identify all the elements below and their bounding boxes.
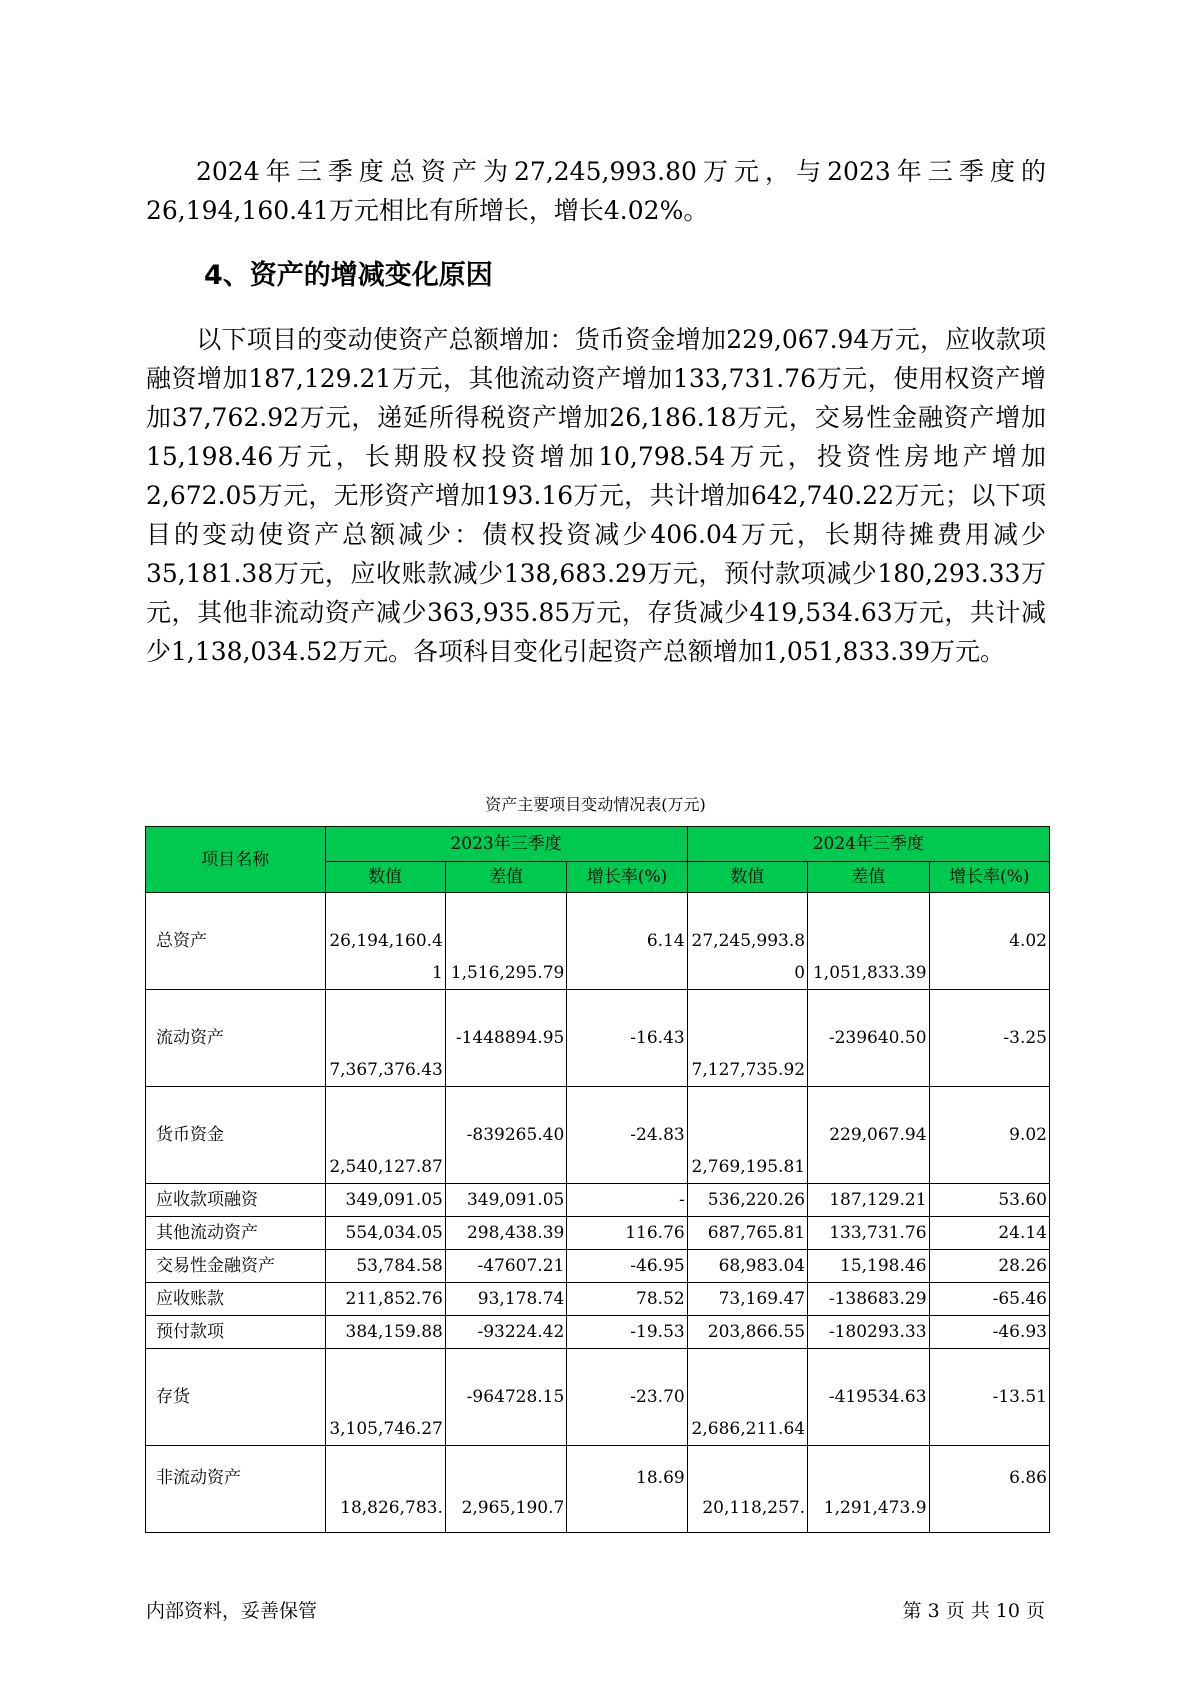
header-item-name: 项目名称 <box>146 827 326 893</box>
table-row <box>146 1316 1050 1349</box>
value-2024: 7,127,735.92 <box>687 990 807 1087</box>
table-row <box>146 1217 1050 1250</box>
value-2023: 349,091.05 <box>325 1184 445 1217</box>
value-2023: 26,194,160.41 <box>325 893 445 990</box>
value-2023: 2,540,127.87 <box>325 1087 445 1184</box>
value-2024: 536,220.26 <box>687 1184 807 1217</box>
header-value-2024: 数值 <box>687 862 807 893</box>
header-period-2024: 2024年三季度 <box>687 827 1049 862</box>
value-2024: 2,686,211.64 <box>687 1349 807 1446</box>
header-diff-2024: 差值 <box>808 862 929 893</box>
growth-2023: 116.76 <box>567 1217 687 1250</box>
growth-2024: -65.46 <box>929 1283 1049 1316</box>
value-2023: 554,034.05 <box>325 1217 445 1250</box>
header-growth-2023: 增长率(%) <box>567 862 687 893</box>
growth-2024: 28.26 <box>929 1250 1049 1283</box>
growth-2023: - <box>567 1184 687 1217</box>
header-diff-2023: 差值 <box>445 862 566 893</box>
value-2024: 2,769,195.81 <box>687 1087 807 1184</box>
diff-2024: 229,067.94 <box>808 1087 929 1184</box>
row-name: 预付款项 <box>146 1316 326 1349</box>
row-name: 货币资金 <box>146 1087 326 1184</box>
value-2024: 73,169.47 <box>687 1283 807 1316</box>
change-reasons-paragraph <box>146 320 1046 671</box>
diff-2023: -839265.40 <box>445 1087 566 1184</box>
diff-2023: 1,516,295.79 <box>445 893 566 990</box>
row-name: 非流动资产 <box>146 1446 326 1533</box>
row-name: 其他流动资产 <box>146 1217 326 1250</box>
value-2023: 3,105,746.27 <box>325 1349 445 1446</box>
table-row <box>146 1250 1050 1283</box>
header-period-2023: 2023年三季度 <box>325 827 687 862</box>
diff-2023: -47607.21 <box>445 1250 566 1283</box>
table-row <box>146 990 1050 1087</box>
growth-2023: -24.83 <box>567 1087 687 1184</box>
diff-2023: -93224.42 <box>445 1316 566 1349</box>
diff-2024: -138683.29 <box>808 1283 929 1316</box>
diff-2024: -180293.33 <box>808 1316 929 1349</box>
growth-2024: 6.86 <box>929 1446 1049 1533</box>
diff-2024: -419534.63 <box>808 1349 929 1446</box>
section-heading: 4、资产的增减变化原因 <box>204 260 493 291</box>
diff-2023: 349,091.05 <box>445 1184 566 1217</box>
diff-2024: -239640.50 <box>808 990 929 1087</box>
value-2024: 687,765.81 <box>687 1217 807 1250</box>
footer-confidential-note: 内部资料，妥善保管 <box>146 1600 318 1622</box>
diff-2023: 2,965,190.7 <box>445 1446 566 1533</box>
table-row <box>146 893 1050 990</box>
diff-2024: 133,731.76 <box>808 1217 929 1250</box>
row-name: 存货 <box>146 1349 326 1446</box>
diff-2023: 298,438.39 <box>445 1217 566 1250</box>
diff-2024: 187,129.21 <box>808 1184 929 1217</box>
table-row <box>146 1283 1050 1316</box>
header-growth-2024: 增长率(%) <box>929 862 1049 893</box>
growth-2024: 9.02 <box>929 1087 1049 1184</box>
diff-2024: 15,198.46 <box>808 1250 929 1283</box>
value-2023: 18,826,783. <box>325 1446 445 1533</box>
value-2023: 384,159.88 <box>325 1316 445 1349</box>
value-2023: 53,784.58 <box>325 1250 445 1283</box>
growth-2023: -19.53 <box>567 1316 687 1349</box>
value-2024: 203,866.55 <box>687 1316 807 1349</box>
growth-2024: 4.02 <box>929 893 1049 990</box>
growth-2023: 18.69 <box>567 1446 687 1533</box>
diff-2024: 1,291,473.9 <box>808 1446 929 1533</box>
growth-2023: -16.43 <box>567 990 687 1087</box>
value-2024: 27,245,993.80 <box>687 893 807 990</box>
change-reasons-text: 以下项目的变动使资产总额增加：货币资金增加229,067.94万元，应收款项融资增加187,129.21万元，其他流动资产增加133,731.76万元，使用权资产增加37,762.92万元，递延所得税资产增加26,186.18万元，交易性金融资产增加15,198.46万元，长期股权投资增加10,798.54万元，投资性房地产增加2,672.05万元，无形资产增加193.16万元，共计增加642,740.22万元；以下项目的变动使资产总额减少：债权投资减少406.04万元，长期待摊费用减少35,181.38万元，应收账款减少138,683.29万元，预付款项减少180,293.33万元，其他非流动资产减少363,935.85万元，存货减少419,534.63万元，共计减少1,138,034.52万元。各项科目变化引起资产总额增加1,051,833.39万元。 <box>146 325 1046 666</box>
diff-2023: 93,178.74 <box>445 1283 566 1316</box>
summary-text: 2024年三季度总资产为27,245,993.80万元，与2023年三季度的26,194,160.41万元相比有所增长，增长4.02%。 <box>146 157 1046 225</box>
table-caption: 资产主要项目变动情况表(万元) <box>485 795 706 814</box>
table-row <box>146 1349 1050 1446</box>
table-row <box>146 1446 1050 1533</box>
diff-2023: -1448894.95 <box>445 990 566 1087</box>
row-name: 应收款项融资 <box>146 1184 326 1217</box>
growth-2024: -3.25 <box>929 990 1049 1087</box>
value-2024: 20,118,257. <box>687 1446 807 1533</box>
growth-2024: 24.14 <box>929 1217 1049 1250</box>
value-2024: 68,983.04 <box>687 1250 807 1283</box>
growth-2023: -23.70 <box>567 1349 687 1446</box>
table-row <box>146 1184 1050 1217</box>
growth-2023: 6.14 <box>567 893 687 990</box>
growth-2024: 53.60 <box>929 1184 1049 1217</box>
value-2023: 7,367,376.43 <box>325 990 445 1087</box>
diff-2023: -964728.15 <box>445 1349 566 1446</box>
assets-change-table <box>145 826 1050 1533</box>
summary-paragraph <box>146 152 1046 230</box>
row-name: 应收账款 <box>146 1283 326 1316</box>
table-row <box>146 1087 1050 1184</box>
row-name: 总资产 <box>146 893 326 990</box>
value-2023: 211,852.76 <box>325 1283 445 1316</box>
header-value-2023: 数值 <box>325 862 445 893</box>
row-name: 流动资产 <box>146 990 326 1087</box>
footer-page-number: 第 3 页 共 10 页 <box>902 1600 1045 1622</box>
row-name: 交易性金融资产 <box>146 1250 326 1283</box>
growth-2024: -13.51 <box>929 1349 1049 1446</box>
growth-2024: -46.93 <box>929 1316 1049 1349</box>
growth-2023: -46.95 <box>567 1250 687 1283</box>
growth-2023: 78.52 <box>567 1283 687 1316</box>
diff-2024: 1,051,833.39 <box>808 893 929 990</box>
